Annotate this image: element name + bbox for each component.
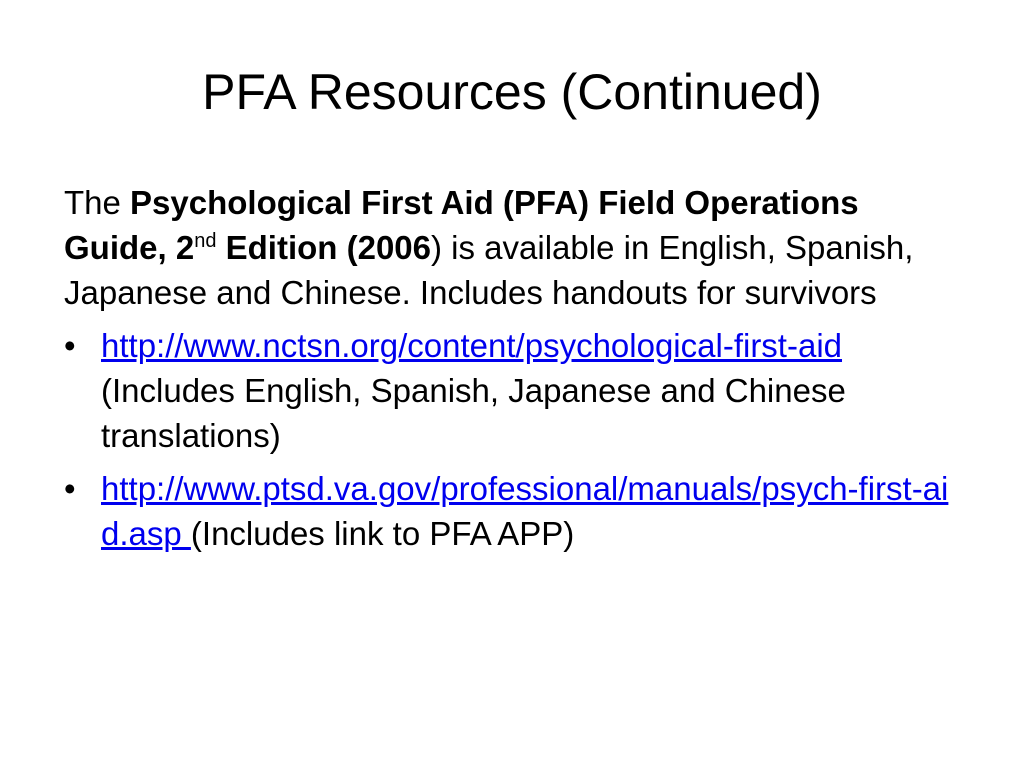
intro-rest: is available in English, Spanish, Japanese and Chinese. Includes handouts for survivors — [64, 229, 914, 311]
intro-close-paren: ) — [431, 229, 443, 266]
bullet-icon: • — [64, 327, 76, 364]
intro-paragraph — [64, 180, 964, 315]
nctsn-note: (Includes English, Spanish, Japanese and Chinese translations) — [101, 372, 846, 454]
list-item — [64, 466, 964, 556]
ptsd-va-note: (Includes link to PFA APP) — [190, 515, 575, 552]
guide-title-bold-2: Edition (2006 — [216, 229, 432, 266]
ptsd-va-link[interactable]: http://www.ptsd.va.gov/professional/manuals/psych-first-aid.asp — [101, 470, 949, 552]
nctsn-link[interactable]: http://www.nctsn.org/content/psychological-first-aid — [101, 327, 843, 364]
bullet-icon: • — [64, 470, 76, 507]
edition-superscript: nd — [194, 230, 217, 252]
intro-prefix: The — [64, 184, 131, 221]
list-item — [64, 323, 964, 458]
guide-title-bold-1: Psychological First Aid (PFA) Field Operations Guide, 2 — [64, 184, 859, 266]
slide-title: PFA Resources (Continued) — [202, 64, 822, 120]
resource-list — [64, 323, 964, 556]
slide-content — [64, 180, 964, 564]
